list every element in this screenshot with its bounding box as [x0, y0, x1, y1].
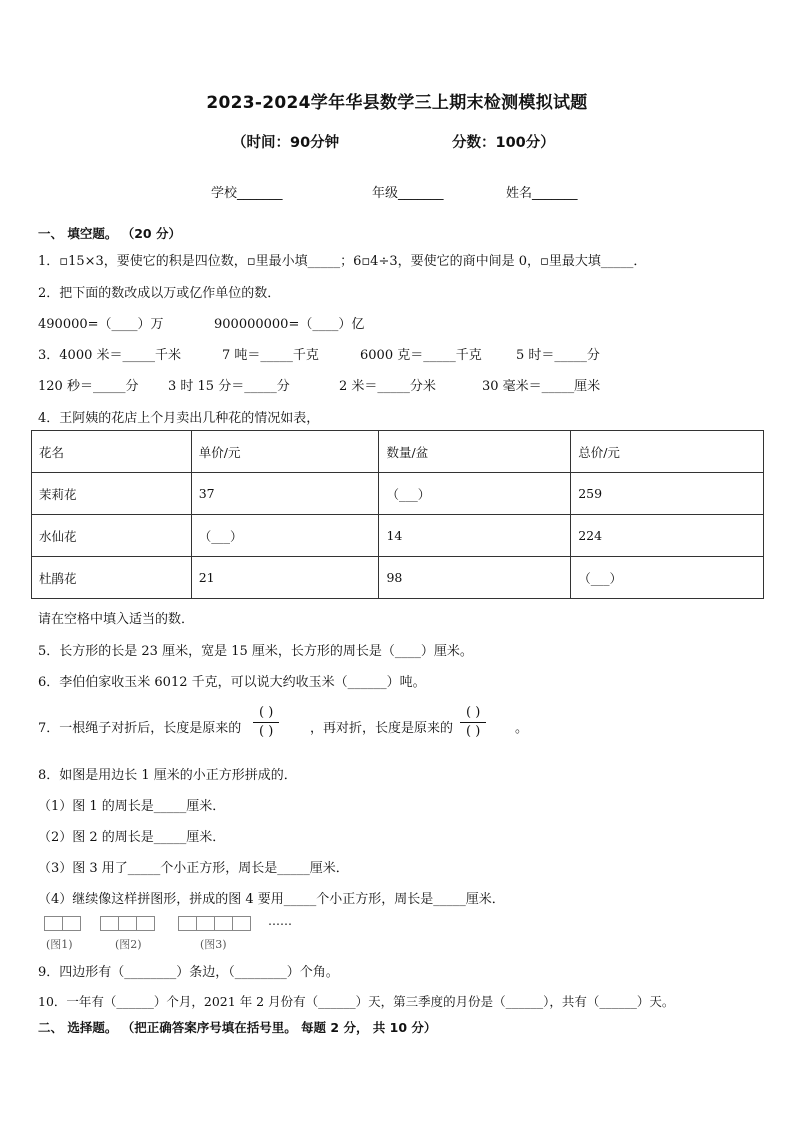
table-row — [32, 557, 764, 599]
table-cell: 杜鹃花 — [32, 557, 192, 599]
question-8-1: （1）图 1 的周长是_____厘米． — [38, 799, 226, 814]
table-row — [32, 515, 764, 557]
flower-sales-table — [31, 430, 764, 599]
figure-square — [196, 916, 215, 931]
section1-heading: 一、 填空题。 （20 分） — [38, 226, 181, 241]
name-field: 姓名_______ — [506, 186, 578, 201]
figure-square — [178, 916, 197, 931]
school-field: 学校_______ — [211, 186, 283, 201]
question-8-2: （2）图 2 的周长是_____厘米． — [38, 830, 226, 845]
grade-field: 年级_______ — [372, 186, 444, 201]
table-cell: 259 — [571, 473, 764, 515]
table-note: 请在空格中填入适当的数． — [38, 612, 195, 627]
question-8: 8．如图是用边长 1 厘米的小正方形拼成的． — [38, 768, 297, 783]
figure-square — [62, 916, 81, 931]
question-7-part2: ，再对折，长度是原来的 — [310, 721, 454, 736]
figure-label: (图1) — [46, 938, 73, 951]
table-cell: 21 — [191, 557, 379, 599]
table-header-cell: 单价/元 — [191, 431, 379, 473]
question-5: 5．长方形的长是 23 厘米，宽是 15 厘米，长方形的周长是（____）厘米。 — [38, 644, 473, 659]
question-9: 9．四边形有（________）条边，（________）个角。 — [38, 965, 339, 980]
question-3-item: 5 时＝_____分 — [516, 348, 600, 363]
table-header-row — [32, 431, 764, 473]
figure-square — [100, 916, 119, 931]
question-7-end: 。 — [515, 721, 529, 736]
question-7-part1: 7．一根绳子对折后，长度是原来的 — [38, 721, 242, 736]
fraction-numerator: ( ) — [460, 704, 486, 723]
figure-label: (图2) — [115, 938, 142, 951]
question-3-item: 2 米＝_____分米 — [339, 379, 436, 394]
question-2a: 490000=（____）万 — [38, 317, 164, 332]
question-1: 1．▫15×3，要使它的积是四位数，▫里最小填_____；6▫4÷3，要使它的商中间是 0，▫里最大填_____． — [38, 254, 647, 269]
figure-square — [118, 916, 137, 931]
question-8-3: （3）图 3 用了_____个小正方形，周长是_____厘米． — [38, 861, 349, 876]
question-2b: 900000000=（____）亿 — [214, 317, 365, 332]
question-3-item: 6000 克＝_____千克 — [360, 348, 482, 363]
table-cell: （___） — [571, 557, 764, 599]
question-8-4: （4）继续像这样拼图形，拼成的图 4 要用_____个小正方形，周长是_____厘米． — [38, 892, 505, 907]
question-3-item: 3 时 15 分＝_____分 — [168, 379, 290, 394]
question-3-item: 7 吨＝_____千克 — [222, 348, 319, 363]
table-header-cell: 花名 — [32, 431, 192, 473]
figure-square — [232, 916, 251, 931]
table-cell: 224 — [571, 515, 764, 557]
page-title: 2023-2024学年华县数学三上期末检测模拟试题 — [206, 93, 588, 113]
table-cell: 14 — [379, 515, 571, 557]
exam-time: （时间：90分钟 — [232, 135, 340, 151]
question-10: 10．一年有（______）个月，2021 年 2 月份有（______）天，第三季度的月份是（______），共有（______）天。 — [38, 994, 675, 1009]
question-3-item: 3．4000 米＝_____千米 — [38, 348, 181, 363]
question-4: 4．王阿姨的花店上个月卖出几种花的情况如表， — [38, 411, 320, 426]
figure-ellipsis: …… — [268, 914, 292, 928]
section2-heading: 二、 选择题。 （把正确答案序号填在括号里。 每题 2 分， 共 10 分） — [38, 1020, 437, 1035]
fraction-blank-1 — [253, 704, 279, 741]
figure-square — [44, 916, 63, 931]
table-cell: 茉莉花 — [32, 473, 192, 515]
question-6: 6．李伯伯家收玉米 6012 千克，可以说大约收玉米（______）吨。 — [38, 675, 426, 690]
table-cell: 37 — [191, 473, 379, 515]
fraction-numerator: ( ) — [253, 704, 279, 723]
exam-score: 分数：100分） — [452, 135, 555, 151]
figure-square — [136, 916, 155, 931]
fraction-denominator: ( ) — [259, 724, 274, 739]
table-cell: （___） — [379, 473, 571, 515]
question-2: 2．把下面的数改成以万或亿作单位的数． — [38, 286, 281, 301]
fraction-blank-2 — [460, 704, 486, 741]
table-header-cell: 总价/元 — [571, 431, 764, 473]
figure-square — [214, 916, 233, 931]
table-cell: （___） — [191, 515, 379, 557]
table-header-cell: 数量/盆 — [379, 431, 571, 473]
table-cell: 98 — [379, 557, 571, 599]
table-row — [32, 473, 764, 515]
figure-label: (图3) — [200, 938, 227, 951]
table-cell: 水仙花 — [32, 515, 192, 557]
fraction-denominator: ( ) — [466, 724, 481, 739]
question-3-item: 120 秒＝_____分 — [38, 379, 139, 394]
question-3-item: 30 毫米＝_____厘米 — [482, 379, 601, 394]
